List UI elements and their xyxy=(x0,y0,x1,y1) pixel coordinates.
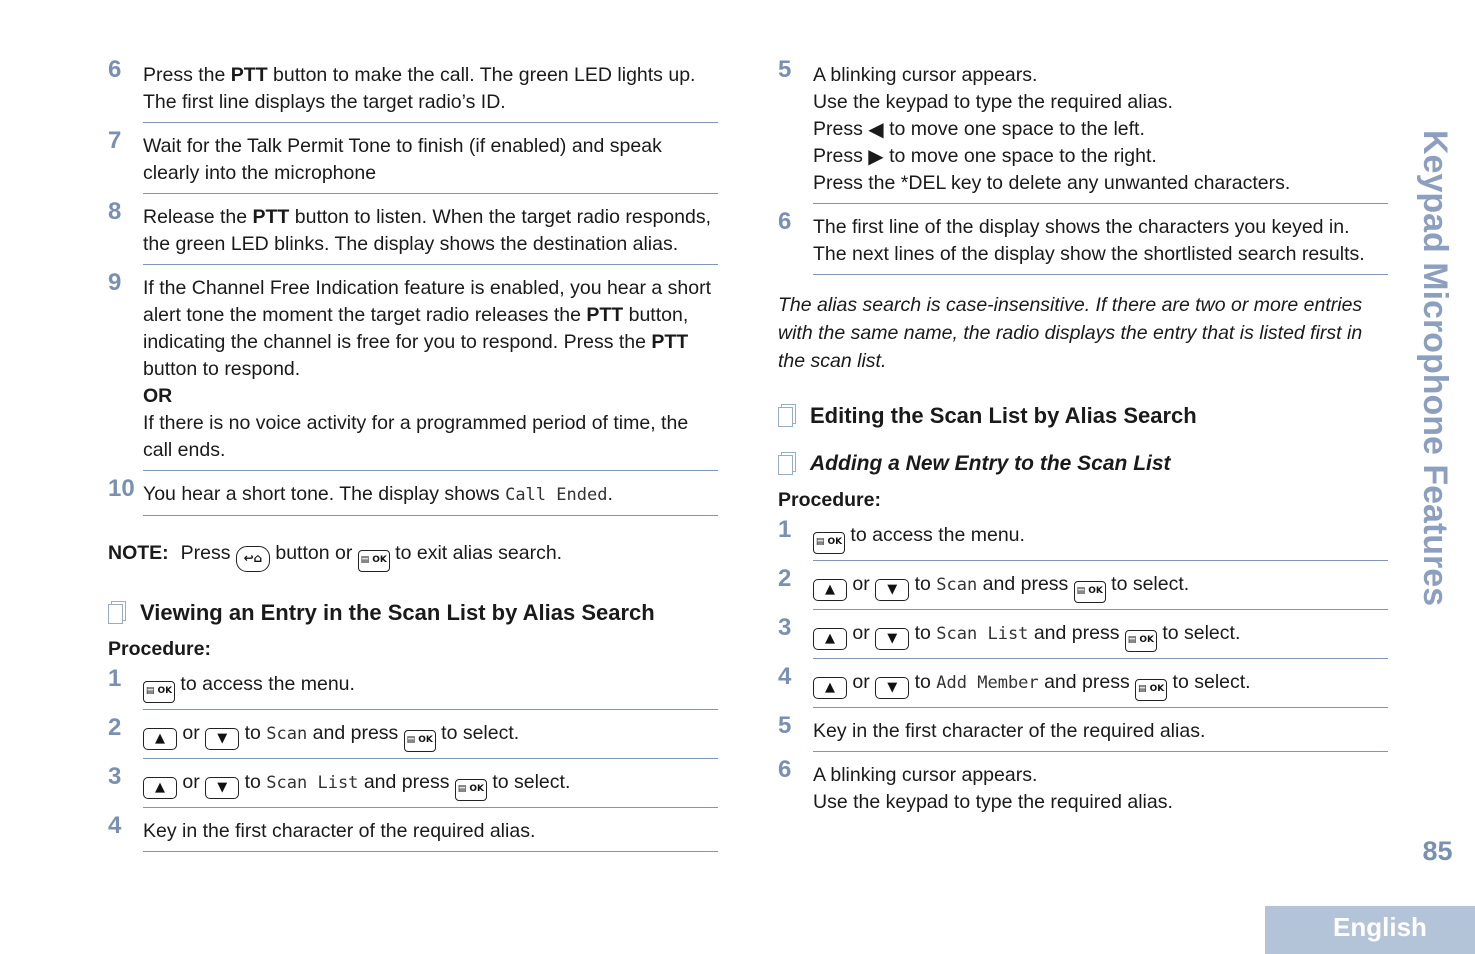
display-text: Scan xyxy=(936,575,978,595)
text-run: to access the menu. xyxy=(845,524,1025,546)
text-run: to exit alias search. xyxy=(389,542,563,564)
heading-text: Editing the Scan List by Alias Search xyxy=(810,403,1197,428)
step-1 xyxy=(108,667,718,710)
text-run: . xyxy=(607,483,613,505)
step-1 xyxy=(778,518,1388,561)
text-run: If the Channel Free Indication feature is enabled, you hear a short alert tone the moment the target radio releases the xyxy=(143,277,712,326)
text-run: A blinking cursor appears. xyxy=(813,64,1038,86)
text-run: to move one space to the right. xyxy=(883,145,1157,167)
step-number: 4 xyxy=(108,812,122,839)
step-7 xyxy=(108,129,718,194)
step-2 xyxy=(108,716,718,759)
step-text xyxy=(143,765,718,808)
text-run: and press xyxy=(1028,622,1125,644)
text-run: to xyxy=(909,573,937,595)
step-line xyxy=(813,789,1388,816)
step-6 xyxy=(778,758,1388,822)
display-text: Scan List xyxy=(266,773,359,793)
step-text xyxy=(143,200,718,265)
step-number: 7 xyxy=(108,127,122,154)
section-icon xyxy=(778,455,793,475)
up-arrow-icon: ▲ xyxy=(143,777,177,799)
text-run: button to listen. When the target radio responds, the green LED blinks. The display shows the destination alias. xyxy=(143,206,712,255)
text-run: to access the menu. xyxy=(175,673,355,695)
menu-ok-icon: ▤ OK xyxy=(404,730,436,752)
section-heading-editing xyxy=(778,401,1388,431)
step-5 xyxy=(778,58,1388,204)
down-arrow-icon: ▼ xyxy=(205,777,239,799)
step-text xyxy=(143,716,718,759)
text-run: Use the keypad to type the required alias. xyxy=(813,791,1173,813)
step-number: 4 xyxy=(778,663,792,690)
text-run: or xyxy=(847,622,876,644)
step-number: 5 xyxy=(778,56,792,83)
step-2 xyxy=(778,567,1388,610)
left-procedure-list xyxy=(108,667,718,852)
text-run: button, indicating the channel is free for you to respond. Press the xyxy=(143,304,689,353)
menu-ok-icon: ▤ OK xyxy=(1135,679,1167,701)
menu-ok-icon: ▤ OK xyxy=(813,532,845,554)
step-text xyxy=(143,667,718,710)
note-body xyxy=(181,542,562,564)
step-4 xyxy=(108,814,718,852)
up-arrow-icon: ▲ xyxy=(813,677,847,699)
down-arrow-icon: ▼ xyxy=(875,628,909,650)
text-run: to move one space to the left. xyxy=(883,118,1145,140)
text-run: and press xyxy=(307,722,404,744)
text-run: button to respond. xyxy=(143,358,301,380)
step-line xyxy=(813,62,1388,89)
text-run: to select. xyxy=(435,722,520,744)
subsection-heading-adding xyxy=(778,449,1388,479)
bold-text: PTT xyxy=(252,206,290,228)
down-arrow-icon: ▼ xyxy=(875,677,909,699)
text-run: button to make the call. The green LED lights up. The first line displays the target radio’s ID. xyxy=(143,64,696,113)
step-text xyxy=(813,518,1388,561)
text-run: You hear a short tone. The display shows xyxy=(143,483,506,505)
step-line xyxy=(813,214,1388,268)
text-run: Press the *DEL key to delete any unwanted characters. xyxy=(813,172,1291,194)
text-run: or xyxy=(177,722,206,744)
side-section-title: Keypad Microphone Features xyxy=(1416,130,1454,607)
heading-text: Viewing an Entry in the Scan List by Alias Search xyxy=(140,600,655,625)
bold-text: PTT xyxy=(586,304,624,326)
text-run: or xyxy=(847,573,876,595)
step-text xyxy=(143,129,718,194)
step-line xyxy=(813,620,1388,652)
down-arrow-icon: ▼ xyxy=(205,728,239,750)
text-run: or xyxy=(177,771,206,793)
text-run: Key in the first character of the required alias. xyxy=(143,820,536,842)
text-run: to select. xyxy=(1167,671,1251,693)
step-line xyxy=(813,116,1388,143)
section-heading-viewing xyxy=(108,598,718,628)
step-number: 1 xyxy=(778,516,792,543)
step-text xyxy=(143,271,718,471)
subheading-text: Adding a New Entry to the Scan List xyxy=(810,452,1171,475)
step-text xyxy=(813,210,1388,275)
right-arrow-icon: ▶ xyxy=(868,144,884,168)
step-line xyxy=(813,522,1388,554)
text-run: to select. xyxy=(1105,573,1190,595)
bold-text: PTT xyxy=(651,331,689,353)
up-arrow-icon: ▲ xyxy=(813,628,847,650)
text-run: Release the xyxy=(143,206,253,228)
up-arrow-icon: ▲ xyxy=(813,579,847,601)
display-text: Call Ended xyxy=(505,485,608,505)
back-home-icon: ↩⌂ xyxy=(236,546,270,572)
step-line xyxy=(813,143,1388,170)
text-run: The first line of the display shows the characters you keyed in. The next lines of the display show the shortlisted search results. xyxy=(813,216,1365,265)
step-line xyxy=(813,89,1388,116)
step-text xyxy=(143,814,718,852)
text-run: Press xyxy=(180,542,236,564)
down-arrow-icon: ▼ xyxy=(875,579,909,601)
step-text xyxy=(143,477,718,516)
step-number: 2 xyxy=(778,565,792,592)
step-10 xyxy=(108,477,718,516)
menu-ok-icon: ▤ OK xyxy=(358,550,390,572)
text-run: button or xyxy=(269,542,358,564)
bold-text: PTT xyxy=(230,64,268,86)
step-line xyxy=(813,170,1388,197)
text-run: Use the keypad to type the required alias. xyxy=(813,91,1173,113)
text-run: and press xyxy=(1038,671,1136,693)
step-text xyxy=(813,758,1388,822)
step-number: 6 xyxy=(778,208,792,235)
text-run: Press xyxy=(813,145,869,167)
text-run: If there is no voice activity for a programmed period of time, the call ends. xyxy=(143,412,689,461)
step-number: 1 xyxy=(108,665,122,692)
text-run: to xyxy=(239,722,267,744)
left-steps-list xyxy=(108,58,718,516)
step-5 xyxy=(778,714,1388,752)
right-procedure-list xyxy=(778,518,1388,822)
text-run: to select. xyxy=(1156,622,1241,644)
step-text xyxy=(813,665,1388,708)
step-line xyxy=(813,571,1388,603)
step-3 xyxy=(108,765,718,808)
text-run: A blinking cursor appears. xyxy=(813,764,1038,786)
menu-ok-icon: ▤ OK xyxy=(1074,581,1106,603)
page-number: 85 xyxy=(1422,836,1453,866)
text-run: and press xyxy=(977,573,1074,595)
step-number: 3 xyxy=(108,763,122,790)
text-run: Wait for the Talk Permit Tone to finish (if enabled) and speak clearly into the microphone xyxy=(143,135,662,184)
menu-ok-icon: ▤ OK xyxy=(143,681,175,703)
text-run: Press the xyxy=(143,64,231,86)
alias-case-note: The alias search is case-insensitive. If there are two or more entries with the same name, the radio displays the entry that is listed first in the scan list. xyxy=(778,294,1363,372)
text-run: to xyxy=(909,671,937,693)
language-tab: English xyxy=(1265,906,1475,954)
step-9 xyxy=(108,271,718,471)
left-column xyxy=(108,58,718,852)
right-steps-list xyxy=(778,58,1388,275)
procedure-label: Procedure: xyxy=(108,638,211,660)
step-6 xyxy=(778,210,1388,275)
text-run: and press xyxy=(358,771,455,793)
step-text xyxy=(813,616,1388,659)
section-icon xyxy=(108,604,123,624)
note-label: NOTE: xyxy=(108,542,169,564)
step-number: 8 xyxy=(108,198,122,225)
step-number: 6 xyxy=(778,756,792,783)
right-column xyxy=(778,58,1388,822)
text-run: or xyxy=(847,671,876,693)
text-run: Press xyxy=(813,118,869,140)
step-3 xyxy=(778,616,1388,659)
display-text: Add Member xyxy=(936,673,1039,693)
text-run: to select. xyxy=(486,771,571,793)
text-run: Key in the first character of the required alias. xyxy=(813,720,1206,742)
step-line xyxy=(813,762,1388,789)
step-line xyxy=(813,718,1388,745)
note xyxy=(108,540,718,572)
step-number: 9 xyxy=(108,269,122,296)
step-line xyxy=(813,669,1388,701)
menu-ok-icon: ▤ OK xyxy=(1125,630,1157,652)
bold-text: OR xyxy=(143,385,173,407)
display-text: Scan List xyxy=(936,624,1029,644)
step-number: 6 xyxy=(108,56,122,83)
left-arrow-icon: ◀ xyxy=(868,117,884,141)
section-icon xyxy=(778,407,793,427)
step-number: 3 xyxy=(778,614,792,641)
step-6 xyxy=(108,58,718,123)
procedure-label: Procedure: xyxy=(778,489,881,511)
display-text: Scan xyxy=(266,724,308,744)
step-number: 5 xyxy=(778,712,792,739)
text-run: to xyxy=(239,771,267,793)
step-text xyxy=(813,567,1388,610)
step-text xyxy=(813,714,1388,752)
step-number: 2 xyxy=(108,714,122,741)
step-text xyxy=(813,58,1388,204)
step-8 xyxy=(108,200,718,265)
menu-ok-icon: ▤ OK xyxy=(455,779,487,801)
step-text xyxy=(143,58,718,123)
up-arrow-icon: ▲ xyxy=(143,728,177,750)
step-number: 10 xyxy=(108,475,135,502)
step-4 xyxy=(778,665,1388,708)
text-run: to xyxy=(909,622,937,644)
